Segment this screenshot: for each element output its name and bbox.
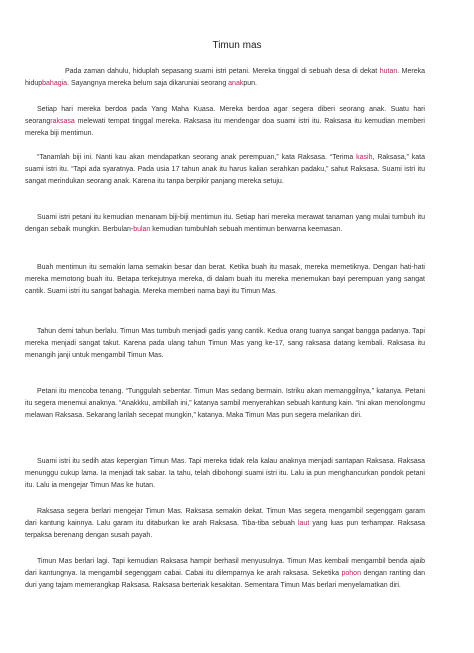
paragraph-text: yang luas pun terhampar. Raksasa terpaksa berenang dengan susah payah. [25,520,425,539]
paragraph-text: Pada zaman dahulu, hiduplah sepasang suami istri petani. Mereka tinggal di sebuah desa di dekat [65,68,380,75]
paragraph-text: . Mereka hidup [25,68,425,87]
paragraph-text: Suami istri itu sedih atas kepergian Timun Mas. Tapi mereka tidak rela kalau anaknya menjadi santapan Raksasa. Raksasa menunggu cukup lama. Ia menjadi tak sabar. Ia tahu, telah dibohongi suami istri itu. Lalu ia pun menghancurkan pondok petani itu. Lalu ia mengejar Timun Mas ke hutan. [25,458,425,489]
paragraph-text: Buah mentimun itu semakin lama semakin besar dan berat. Ketika buah itu masak, mereka memetiknya. Dengan hati-hati mereka memotong buah itu. Betapa terkejutnya mereka, di dalam buah itu mereka menemukan bayi perempuan yang sangat cantik. Suami istri itu sangat bahagia. Mereka memberi nama bayi itu Timun Mas. [25,264,425,295]
paragraph-text: . Sayangnya mereka belum saja dikaruniai seorang [67,80,229,87]
paragraph-1 [25,66,425,90]
paragraph-3 [25,152,425,188]
document-title: Timun mas [212,40,262,51]
highlighted-link-word: bahagia [42,80,68,87]
paragraph-6 [25,326,425,362]
paragraph-text: kemudian tumbuhlah sebuah mentimun berwarna keemasan. [150,226,343,233]
paragraph-5 [25,262,425,298]
paragraph-text: Raksasa segera berlari mengejar Timun Mas. Raksasa semakin dekat. Timun Mas segera mengambil segenggam garam dari kantung kainnya. Lalu garam itu ditaburkan ke arah Raksasa. Tiba-tiba sebuah [25,508,425,527]
highlighted-link-word: pohon [341,570,361,577]
paragraph-text: Tahun demi tahun berlalu. Timun Mas tumbuh menjadi gadis yang cantik. Kedua orang tuanya sangat bangga padanya. Tapi mereka menjadi sangat takut. Karena pada ulang tahun Timun Mas yang ke-17, sang raksasa datang kembali. Raksasa itu menangih janji untuk mengambil Timun Mas. [25,328,425,359]
paragraph-text: , Raksasa,” kata suami istri itu. “Tapi ada syaratnya. Pada usia 17 tahun anak itu harus kalian serahkan padaku,” sahut Raksasa. Suami istri itu sangat merindukan seorang anak. Karena itu tanpa berpikir panjang mereka setuju. [25,154,426,185]
highlighted-link-word: hutan [379,68,398,75]
paragraph-4 [25,212,425,236]
highlighted-link-word: laut [297,520,310,527]
paragraph-text: melewati tempat tinggal mereka. Raksasa itu mendengar doa suami istri itu. Raksasa itu kemudian memberi mereka biji mentimun. [25,118,425,137]
highlighted-link-word: raksasa [50,118,75,125]
paragraph-8 [25,456,425,492]
paragraph-text: Petani itu mencoba tenang. “Tunggulah sebentar. Timun Mas sedang bermain. Istriku akan memanggilnya,” katanya. Petani itu segera menemui anaknya. “Anakkku, ambillah ini,” katanya sambil menyerahkan sebuah kantung kain. “Ini akan menolongmu melawan Raksasa. Sekarang larilah secepat mungkin,” katanya. Maka Timun Mas pun segera melarikan diri. [25,388,425,419]
paragraph-text: pun. [243,80,257,87]
paragraph-text: “Tanamlah biji ini. Nanti kau akan mendapatkan seorang anak perempuan,” kata Raksasa. “Terima [37,154,357,161]
highlighted-link-word: bulan [133,226,151,233]
paragraph-text: Setiap hari mereka berdoa pada Yang Maha Kuasa. Mereka berdoa agar segera diberi seorang anak. Suatu hari seorang [25,106,425,125]
paragraph-text: dengan ranting dan duri yang tajam memerangkap Raksasa. Raksasa berteriak kesakitan. Sementara Timun Mas berlari menyelamatkan diri. [25,570,425,589]
paragraph-10 [25,556,425,592]
highlighted-link-word: anak [228,80,244,87]
paragraph-7 [25,386,425,422]
paragraph-9 [25,506,425,542]
paragraph-2 [25,104,425,140]
paragraph-text: Timun Mas berlari lagi. Tapi kemudian Raksasa hampir berhasil menyusulnya. Timun Mas kembali mengambil benda ajaib dari kantungnya. Ia mengambil segenggam cabai. Cabai itu dilemparnya ke arah raksasa. Seketika [25,558,425,577]
highlighted-link-word: kasih [356,154,373,161]
paragraph-text: Suami istri petani itu kemudian menanam biji-biji mentimun itu. Setiap hari mereka merawat tanaman yang mulai tumbuh itu dengan sebaik mungkin. Berbulan- [25,214,425,233]
